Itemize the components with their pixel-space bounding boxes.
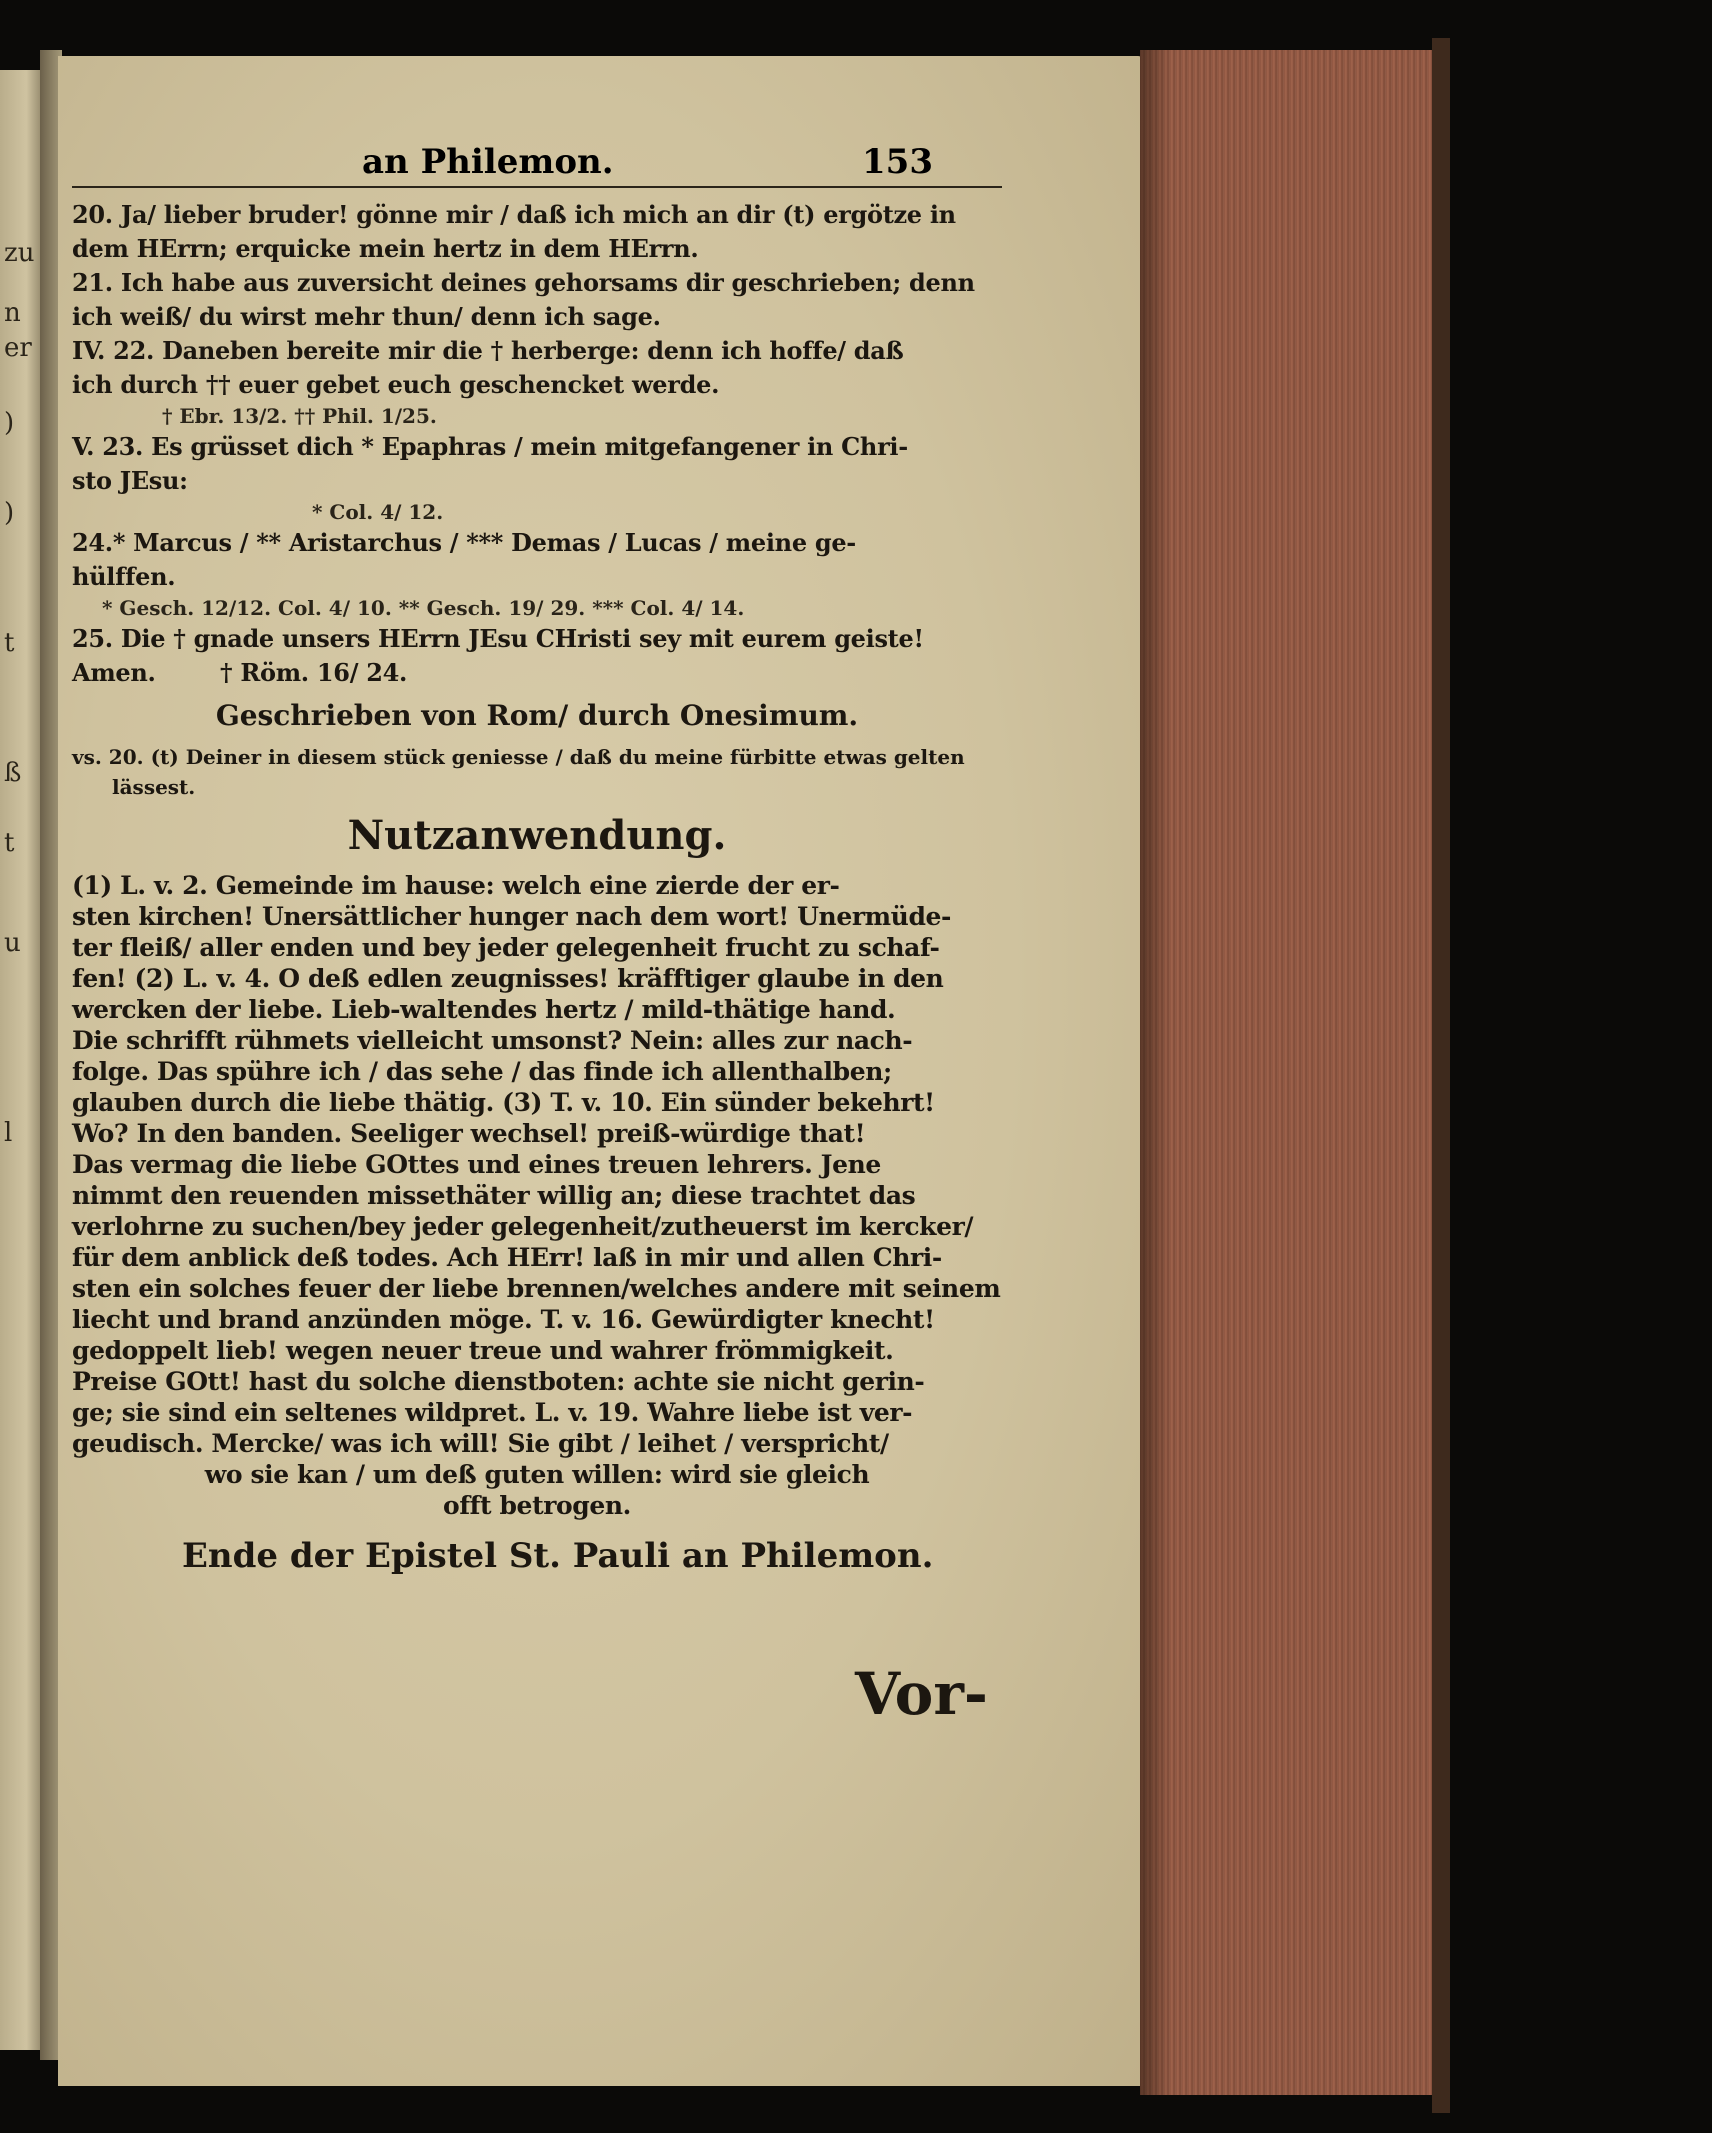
- left-margin-fragment: ): [4, 408, 15, 438]
- application-heading: Nutzanwendung.: [347, 812, 727, 859]
- application-line: liecht und brand anzünden möge. T. v. 16. Gewürdigter knecht!: [72, 1305, 935, 1334]
- subscription: Geschrieben von Rom/ durch Onesimum.: [215, 699, 859, 732]
- left-margin-fragment: l: [4, 1118, 13, 1148]
- application-line: folge. Das spühre ich / das sehe / das finde ich allenthalben;: [72, 1057, 892, 1086]
- application-line: gedoppelt lieb! wegen neuer treue und wahrer frömmigkeit.: [72, 1336, 894, 1365]
- left-margin-fragment: t: [4, 828, 15, 858]
- application-line: glauben durch die liebe thätig. (3) T. v. 10. Ein sünder bekehrt!: [72, 1088, 935, 1117]
- application-line: sten ein solches feuer der liebe brennen/welches andere mit seinem: [72, 1274, 1001, 1303]
- application-line: Die schrifft rühmets vielleicht umsonst? Nein: alles zur nach-: [72, 1026, 913, 1055]
- application-line: verlohrne zu suchen/bey jeder gelegenheit/zutheuerst im kercker/: [72, 1212, 974, 1241]
- running-header: [72, 142, 1002, 188]
- left-margin-fragment: ß: [4, 758, 22, 788]
- application-line: ge; sie sind ein seltenes wildpret. L. v. 19. Wahre liebe ist ver-: [72, 1398, 913, 1427]
- running-title: an Philemon.: [362, 142, 614, 182]
- footnote-line: vs. 20. (t) Deiner in diesem stück geniesse / daß du meine fürbitte etwas gelten: [72, 745, 965, 769]
- verse-line: Amen. † Röm. 16/ 24.: [72, 658, 408, 687]
- verse-line: 20. Ja/ lieber bruder! gönne mir / daß ich mich an dir (t) ergötze in: [72, 200, 956, 229]
- application-line: Preise GOtt! hast du solche dienstboten: achte sie nicht gerin-: [72, 1367, 925, 1396]
- application-line: offt betrogen.: [443, 1491, 631, 1520]
- page-edges: [1140, 50, 1446, 2095]
- left-facing-page: [0, 70, 44, 2050]
- edge-shadow: [1140, 50, 1170, 2095]
- verse-line: 21. Ich habe aus zuversicht deines gehorsams dir geschrieben; denn: [72, 268, 975, 297]
- application-line: für dem anblick deß todes. Ach HErr! laß in mir und allen Chri-: [72, 1243, 942, 1272]
- page-body: [72, 198, 1002, 1591]
- cross-reference: * Gesch. 12/12. Col. 4/ 10. ** Gesch. 19/ 29. *** Col. 4/ 14.: [102, 596, 745, 620]
- verse-line: IV. 22. Daneben bereite mir die † herberge: denn ich hoffe/ daß: [72, 336, 904, 365]
- left-margin-fragment: t: [4, 628, 15, 658]
- verse-line: 24.* Marcus / ** Aristarchus / *** Demas / Lucas / meine ge-: [72, 528, 856, 557]
- verse-line: sto JEsu:: [72, 466, 188, 495]
- left-margin-fragment: n: [4, 298, 21, 328]
- verse-line: ich weiß/ du wirst mehr thun/ denn ich sage.: [72, 302, 661, 331]
- application-line: (1) L. v. 2. Gemeinde im hause: welch eine zierde der er-: [72, 871, 840, 900]
- verse-line: ich durch †† euer gebet euch geschencket werde.: [72, 370, 720, 399]
- application-line: wercken der liebe. Lieb-waltendes hertz / mild-thätige hand.: [72, 995, 896, 1024]
- cross-reference: † Ebr. 13/2. †† Phil. 1/25.: [162, 404, 437, 428]
- application-line: geudisch. Mercke/ was ich will! Sie gibt / leihet / verspricht/: [72, 1429, 889, 1458]
- application-line: sten kirchen! Unersättlicher hunger nach dem wort! Unermüde-: [72, 902, 952, 931]
- application-line: nimmt den reuenden missethäter willig an; diese trachtet das: [72, 1181, 916, 1210]
- application-line: fen! (2) L. v. 4. O deß edlen zeugnisses! kräfftiger glaube in den: [72, 964, 944, 993]
- verse-line: 25. Die † gnade unsers HErrn JEsu CHristi sey mit eurem geiste!: [72, 624, 924, 653]
- verse-line: hülffen.: [72, 562, 176, 591]
- footnote-line: lässest.: [112, 775, 196, 799]
- left-margin-fragment: zu: [4, 238, 35, 268]
- application-line: Das vermag die liebe GOttes und eines treuen lehrers. Jene: [72, 1150, 881, 1179]
- left-margin-fragment: u: [4, 928, 21, 958]
- cross-reference: * Col. 4/ 12.: [312, 500, 444, 524]
- application-line: wo sie kan / um deß guten willen: wird sie gleich: [204, 1460, 870, 1489]
- left-margin-fragment: er: [4, 333, 32, 363]
- header-rule: [72, 186, 1002, 188]
- epistle-ending: Ende der Epistel St. Pauli an Philemon.: [182, 1536, 934, 1576]
- verse-line: dem HErrn; erquicke mein hertz in dem HErrn.: [72, 234, 699, 263]
- application-line: ter fleiß/ aller enden und bey jeder gelegenheit frucht zu schaf-: [72, 933, 940, 962]
- page-number: 153: [862, 142, 933, 182]
- application-line: Wo? In den banden. Seeliger wechsel! preiß-würdige that!: [72, 1119, 866, 1148]
- verse-line: V. 23. Es grüsset dich * Epaphras / mein mitgefangener in Chri-: [72, 432, 908, 461]
- book-cover: [1432, 38, 1450, 2113]
- left-margin-fragment: ): [4, 498, 15, 528]
- catchword: Vor-: [855, 1660, 988, 1728]
